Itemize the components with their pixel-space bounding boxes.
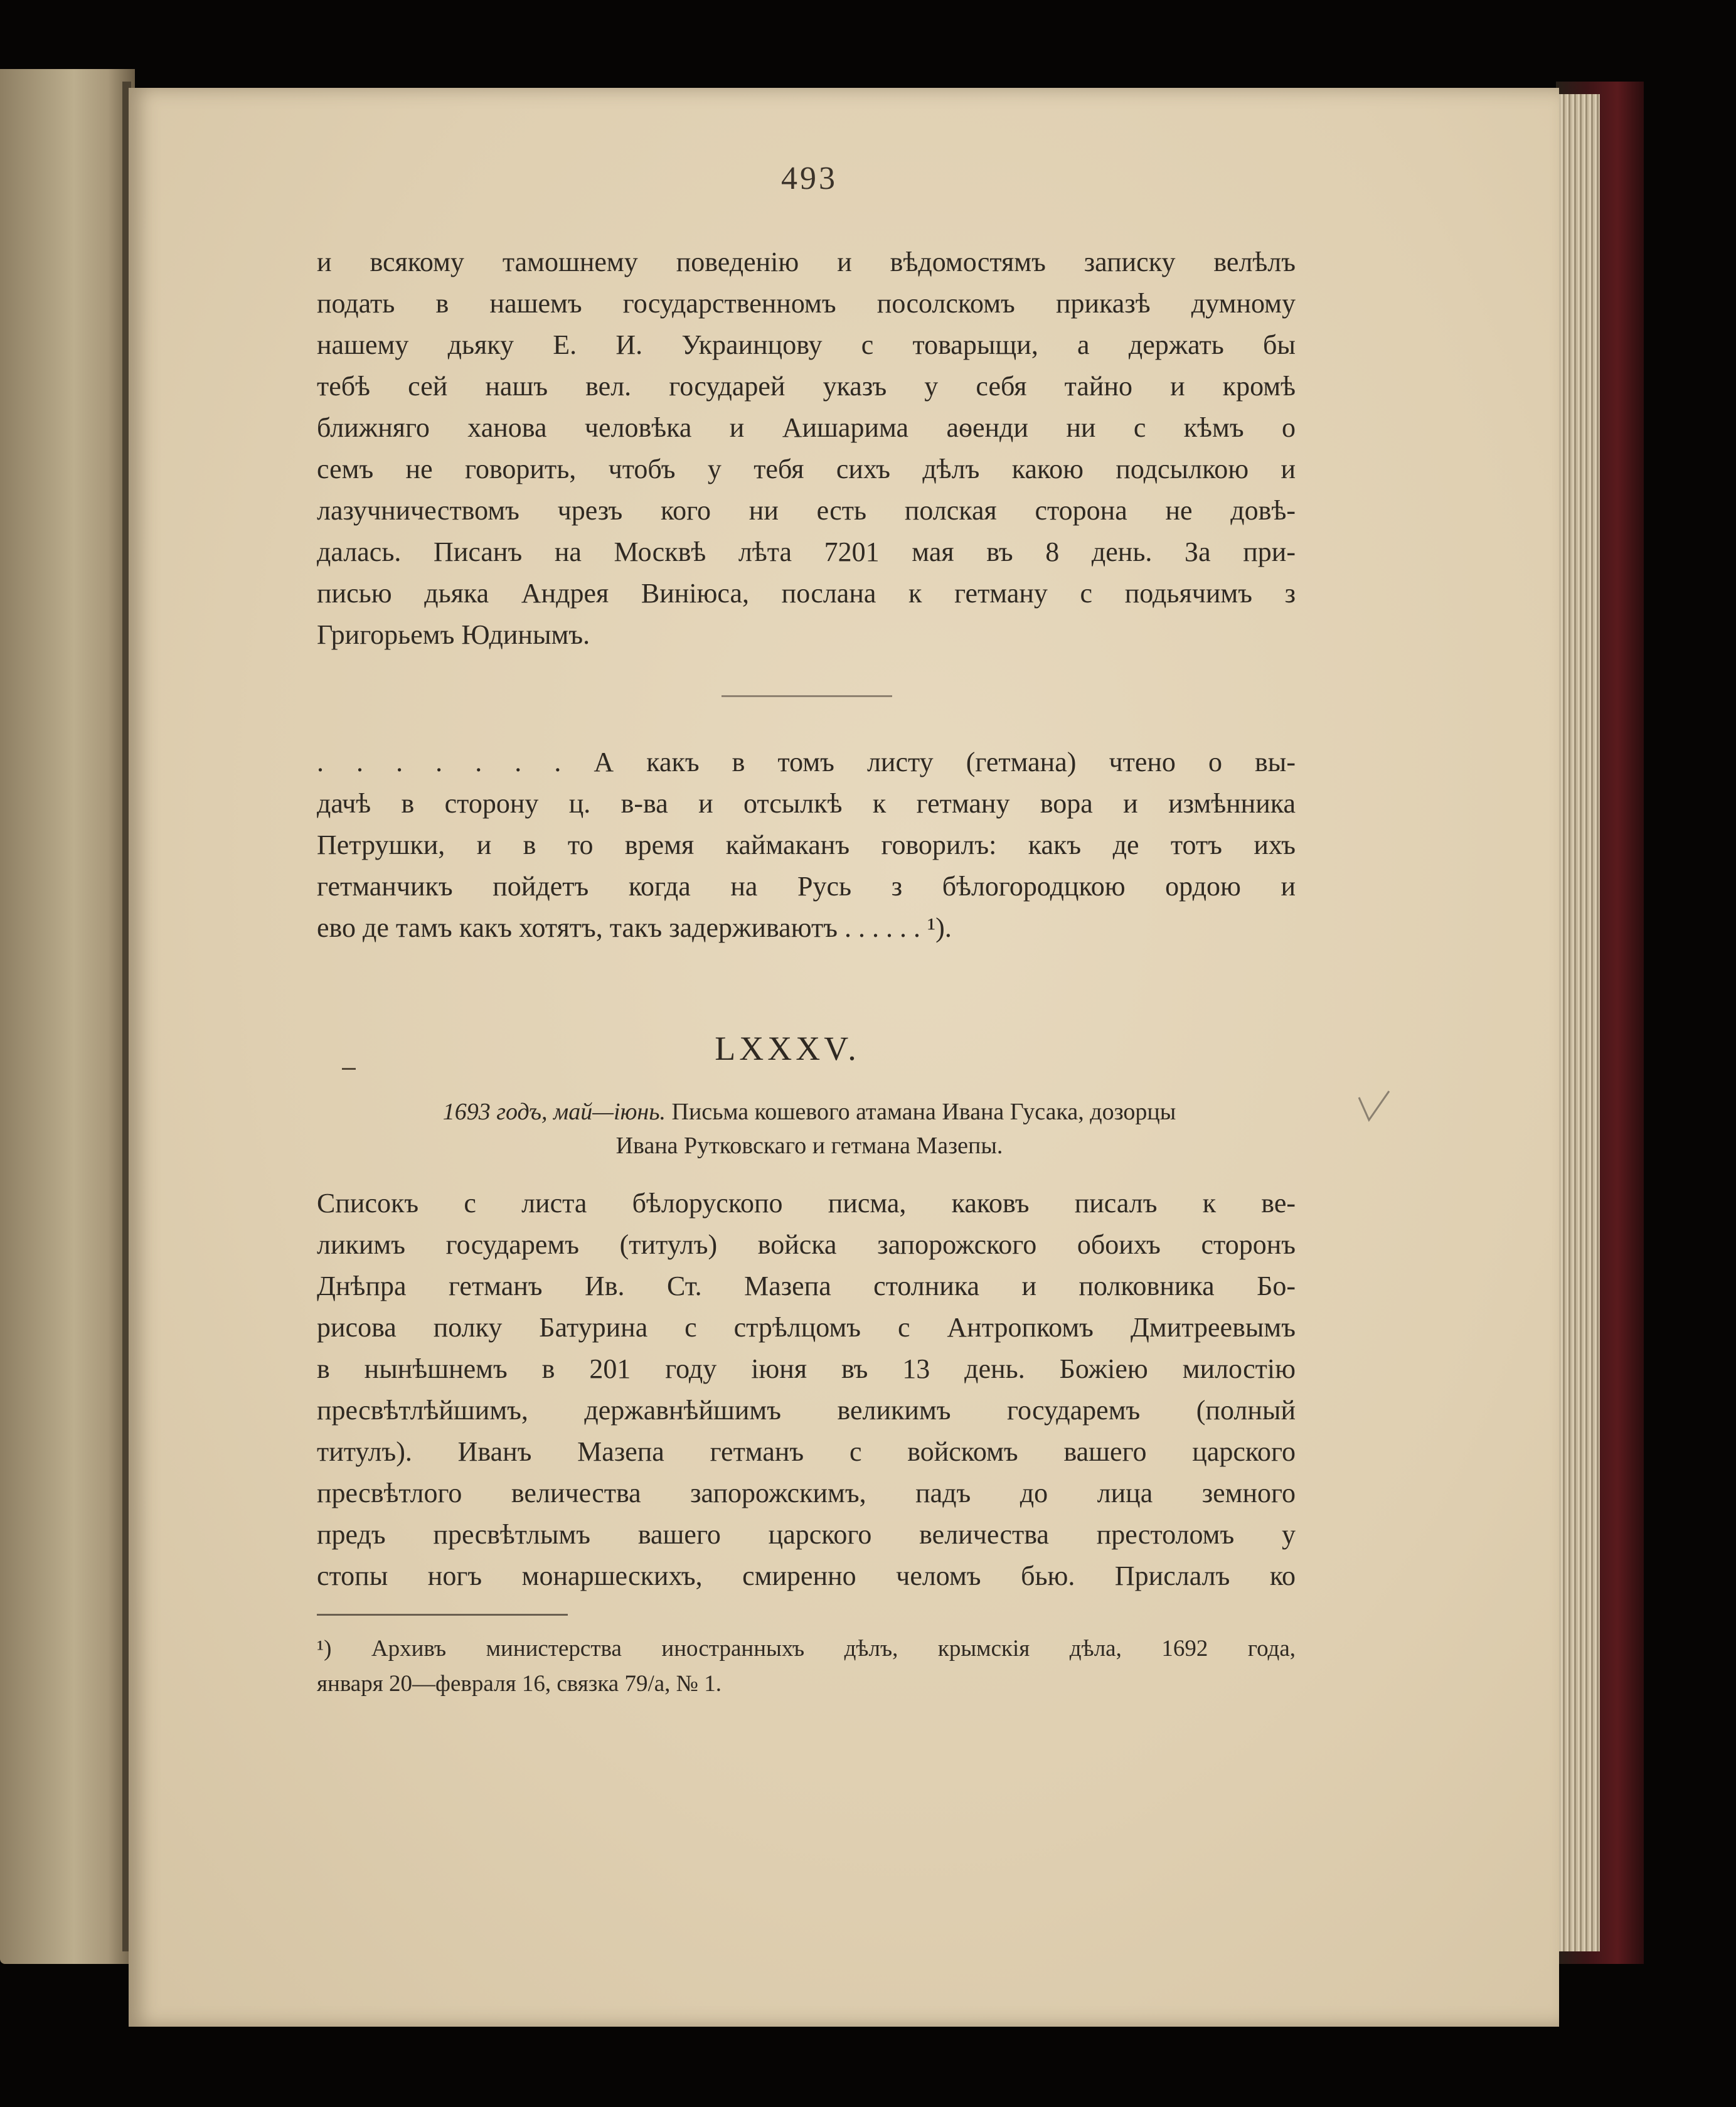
text-line: семъ не говорить, чтобъ у тебя сихъ дѣлъ какою подсылкою и bbox=[317, 454, 1296, 484]
pencil-check-mark-icon bbox=[1355, 1089, 1393, 1126]
text-line: Днѣпра гетманъ Ив. Ст. Мазепа столника и полковника Бо- bbox=[317, 1271, 1296, 1301]
paragraph-letter-end bbox=[317, 242, 1296, 656]
text-line: пресвѣтлѣйшимъ, державнѣйшимъ великимъ государемъ (полный bbox=[317, 1395, 1296, 1426]
section-number: LXXXV. bbox=[715, 1030, 860, 1067]
text-line: Григорьемъ Юдинымъ. bbox=[317, 619, 590, 650]
text-line: ево де тамъ какъ хотятъ, такъ задерживаютъ . . . . . . ¹). bbox=[317, 912, 952, 943]
text-line: предъ пресвѣтлымъ вашего царского величества престоломъ у bbox=[317, 1519, 1296, 1550]
text-line: далась. Писанъ на Москвѣ лѣта 7201 мая въ 8 день. За при- bbox=[317, 536, 1296, 567]
footnote-divider bbox=[317, 1614, 568, 1616]
text-line: Петрушки, и в то время каймаканъ говорилъ: какъ де тотъ ихъ bbox=[317, 829, 1296, 860]
page-number: 493 bbox=[781, 161, 838, 196]
heading-title-line2: Ивана Рутковскаго и гетмана Мазепы. bbox=[615, 1133, 1003, 1159]
footnote bbox=[317, 1631, 1296, 1702]
text-line: Списокъ с листа бѣлорускопо писма, каковъ писалъ к ве- bbox=[317, 1188, 1296, 1219]
text-line: и всякому тамошнему поведенію и вѣдомостямъ записку велѣлъ bbox=[317, 247, 1296, 277]
text-line: титулъ). Иванъ Мазепа гетманъ с войскомъ вашего царского bbox=[317, 1436, 1296, 1467]
text-line: лазучничествомъ чрезъ кого ни есть полская сторона не довѣ- bbox=[317, 495, 1296, 526]
text-line: нашему дьяку Е. И. Украинцову с товарыщи, а держать бы bbox=[317, 329, 1296, 360]
text-line: стопы ногъ монаршескихъ, смиренно челомъ бью. Прислалъ ко bbox=[317, 1560, 1296, 1591]
text-line: ближняго ханова человѣка и Аишарима аѳенди ни с кѣмъ о bbox=[317, 412, 1296, 443]
text-line: ликимъ государемъ (титулъ) войска запорожского обоихъ сторонъ bbox=[317, 1229, 1296, 1260]
text-line: дачѣ в сторону ц. в-ва и отсылкѣ к гетману вора и измѣнника bbox=[317, 788, 1296, 819]
text-line: рисова полку Батурина с стрѣлцомъ с Антропкомъ Дмитреевымъ bbox=[317, 1312, 1296, 1343]
footnote-line: ¹) Архивъ министерства иностранныхъ дѣлъ, крымскія дѣла, 1692 года, bbox=[317, 1636, 1296, 1662]
section-heading bbox=[307, 1095, 1311, 1163]
margin-mark bbox=[342, 1068, 356, 1070]
heading-date: 1693 годъ, май—іюнь. bbox=[442, 1099, 666, 1125]
heading-title-line1: Письма кошевого атамана Ивана Гусака, дозорцы bbox=[671, 1099, 1176, 1125]
text-line: гетманчикъ пойдетъ когда на Русь з бѣлогородцкою ордою и bbox=[317, 871, 1296, 902]
section-divider bbox=[722, 695, 892, 697]
text-line: . . . . . . . А какъ в томъ листу (гетмана) чтено о вы- bbox=[317, 747, 1296, 777]
paragraph-excerpt bbox=[317, 742, 1296, 949]
text-line: писью дьяка Андрея Виніюса, послана к гетману с подьячимъ з bbox=[317, 578, 1296, 609]
footnote-line: января 20—февраля 16, связка 79/а, № 1. bbox=[317, 1671, 722, 1697]
left-page bbox=[0, 69, 135, 1964]
text-line: тебѣ сей нашъ вел. государей указъ у себя тайно и кромѣ bbox=[317, 371, 1296, 402]
paragraph-letter-copy bbox=[317, 1183, 1296, 1597]
text-line: в нынѣшнемъ в 201 году іюня въ 13 день. Божіею милостію bbox=[317, 1353, 1296, 1384]
text-line: пресвѣтлого величества запорожскимъ, падъ до лица земного bbox=[317, 1478, 1296, 1508]
text-line: подать в нашемъ государственномъ посолскомъ приказѣ думному bbox=[317, 288, 1296, 319]
